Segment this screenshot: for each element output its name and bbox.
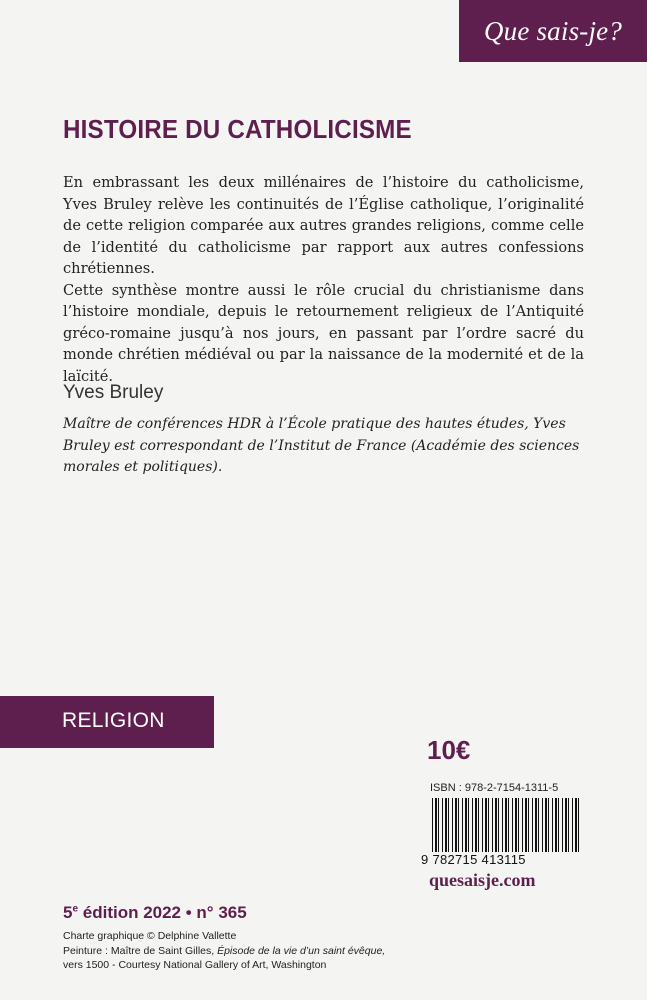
- book-summary: [63, 172, 584, 387]
- credits: [63, 929, 483, 973]
- barcode-digits: 9 782715 413115: [421, 852, 526, 867]
- edition-number: 5: [63, 903, 73, 922]
- credits-line-2: [63, 944, 483, 959]
- author-bio: Maître de conférences HDR à l’École pratique des hautes études, Yves Bruley est correspondant de l’Institut de France (Académie des sciences morales et politiques).: [63, 416, 580, 475]
- isbn: ISBN : 978-2-7154-1311-5: [430, 782, 559, 794]
- book-title: HISTOIRE DU CATHOLICISME: [63, 114, 412, 144]
- credits-line-3: vers 1500 - Courtesy National Gallery of Art, Washington: [63, 959, 327, 971]
- website-link[interactable]: quesaisje.com: [429, 870, 536, 890]
- brand-name: Que sais-je?: [483, 15, 623, 46]
- edition-info: [63, 903, 247, 923]
- edition-suffix: e: [72, 903, 79, 915]
- category-label: RELIGION: [62, 709, 165, 732]
- credits-line-1: Charte graphique © Delphine Vallette: [63, 930, 237, 942]
- category-banner: [0, 696, 214, 748]
- credits-line-2-prefix: Peinture : Maître de Saint Gilles,: [63, 944, 218, 957]
- brand-logo: [459, 0, 647, 62]
- summary-paragraph-1: En embrassant les deux millénaires de l’histoire du catholicisme, Yves Bruley relève les continuités de l’Église catholique, l’originalité de cette religion comparée aux autres grandes religions, comme celle de l’identité du catholicisme par rapport aux autres confessions chrétiennes.: [63, 174, 584, 277]
- edition-rest: édition 2022 • n° 365: [78, 903, 247, 922]
- price: 10€: [427, 735, 471, 765]
- barcode-image: [432, 798, 582, 852]
- summary-paragraph-2: Cette synthèse montre aussi le rôle crucial du christianisme dans l’histoire mondiale, depuis le retournement religieux de l’Antiquité gréco-romaine jusqu’à nos jours, en passant par l’ordre sacré du monde chrétien médiéval ou par la naissance de la modernité et de la laïcité.: [63, 281, 584, 385]
- credits-painting-title: Épisode de la vie d’un saint évêque,: [217, 944, 386, 957]
- author-name: Yves Bruley: [63, 382, 164, 403]
